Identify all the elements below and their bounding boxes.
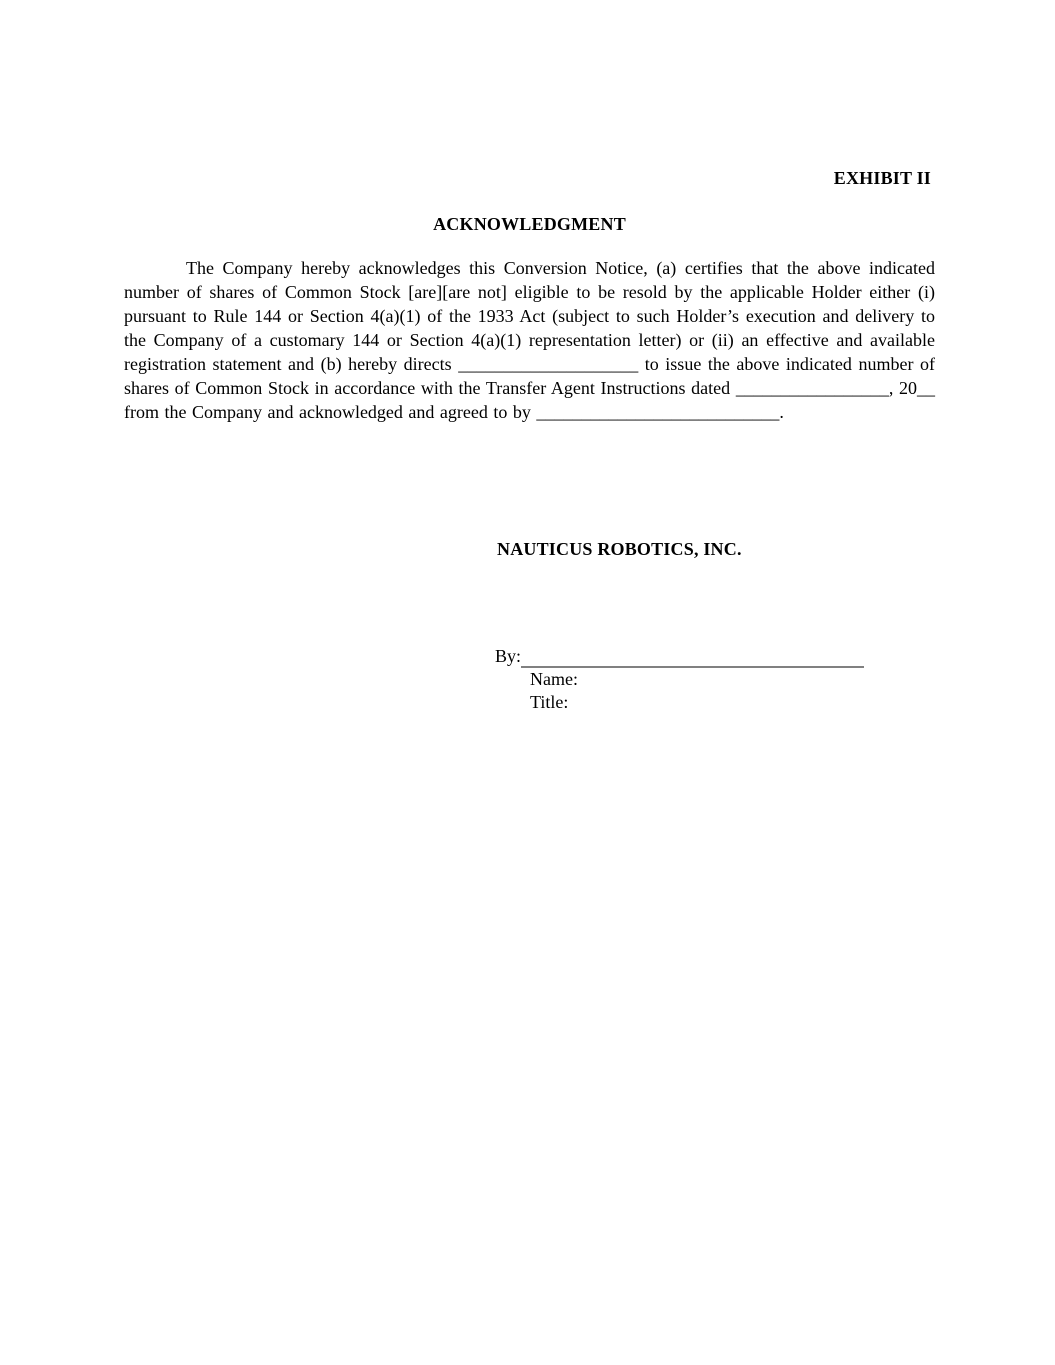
signature-line (521, 645, 864, 668)
name-label: Name: (530, 669, 578, 689)
document-title: ACKNOWLEDGMENT (433, 214, 626, 234)
exhibit-label: EXHIBIT II (833, 168, 931, 188)
title-label: Title: (530, 692, 569, 712)
by-label: By: (495, 646, 522, 666)
signature-block (495, 645, 864, 714)
company-name: NAUTICUS ROBOTICS, INC. (497, 539, 742, 559)
acknowledgment-paragraph: The Company hereby acknowledges this Conversion Notice, (a) certifies that the above indicated number of shares of Common Stock [are][are not] eligible to be resold by the applicable Holder either (i) pursuant to Rule 144 or Section 4(a)(1) of the 1933 Act (subject to such Holder’s execution and delivery to the Company of a customary 144 or Section 4(a)(1) representation letter) or (ii) an effective and available registration statement and (b) hereby directs ____________________ to issue the above indicated number of shares of Common Stock in accordance with the Transfer Agent Instructions dated _________________, 20__ from the Company and acknowledged and agreed to by ___________________________. (124, 258, 935, 422)
signature-by-row (495, 645, 864, 668)
